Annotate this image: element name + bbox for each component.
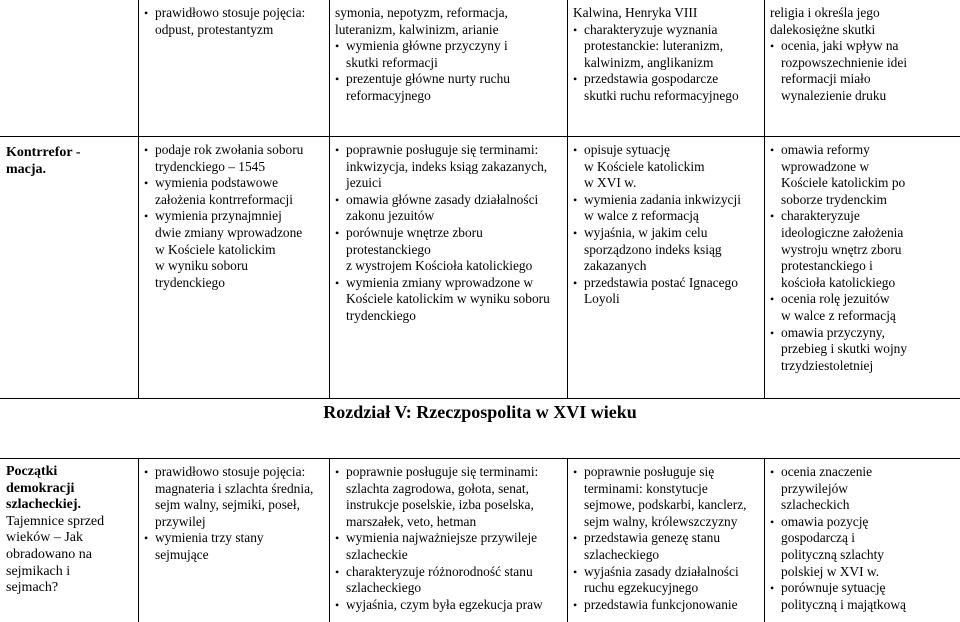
text-line: w XVI w. xyxy=(584,175,637,191)
table-border xyxy=(329,0,330,398)
bullet-item: • porównuje wnętrze zboru xyxy=(335,225,565,242)
text-line: przebieg i skutki wojny xyxy=(781,341,908,357)
text-line: dwie zmiany wprowadzone xyxy=(155,224,303,240)
bullet-item: • ocenia rolę jezuitów xyxy=(770,291,958,308)
topic-subtitle: Tajemnice sprzed xyxy=(6,513,105,529)
text-line: zakonu jezuitów xyxy=(346,208,435,224)
text-line: luteranizm, kalwinizm, arianie xyxy=(335,21,499,37)
row2-col3-requirements xyxy=(335,142,565,325)
text-line: założenia kontrreformacji xyxy=(155,191,293,207)
text-line: skutki ruchu reformacyjnego xyxy=(584,87,739,103)
table-border xyxy=(138,458,139,622)
row2-col2-requirements xyxy=(144,142,327,291)
topic-subtitle: wieków – Jak xyxy=(6,530,83,546)
bullet-item: • wyjaśnia zasady działalności xyxy=(573,564,762,581)
topic-title: demokracji xyxy=(6,480,75,496)
bullet-item: • charakteryzuje xyxy=(770,208,958,225)
text-line: rozpowszechnienie idei xyxy=(781,54,908,70)
text-line: sejmowe, podskarbi, kanclerz, xyxy=(584,497,747,513)
text-line: szlacheckiego xyxy=(584,546,660,562)
bullet-item: • wymienia trzy stany xyxy=(144,530,327,547)
bullet-item: • przedstawia gospodarcze xyxy=(573,71,762,88)
bullet-item: • wymienia główne przyczyny i xyxy=(335,38,565,55)
bullet-item: • przedstawia genezę stanu xyxy=(573,530,762,547)
table-border xyxy=(567,458,568,622)
bullet-item: • wymienia najważniejsze przywileje xyxy=(335,530,565,547)
bullet-item: • prezentuje główne nurty ruchu xyxy=(335,71,565,88)
table-border xyxy=(329,458,330,622)
bullet-item: • wyjaśnia, w jakim celu xyxy=(573,225,762,242)
text-line: reformacyjnego xyxy=(346,87,431,103)
text-line: skutki reformacji xyxy=(346,54,438,70)
text-line: polityczną szlachty xyxy=(781,546,884,562)
bullet-item: • wymienia przynajmniej xyxy=(144,208,327,225)
text-line: Loyoli xyxy=(584,291,620,307)
topic-subtitle: obradowano na xyxy=(6,546,92,562)
text-line: kościoła katolickiego xyxy=(781,274,896,290)
text-line: jezuici xyxy=(346,175,382,191)
text-line: trydenckiego – 1545 xyxy=(155,158,266,174)
table-border xyxy=(0,398,960,399)
topic-title: szlacheckiej. xyxy=(6,497,82,513)
text-line: w walce z reformacją xyxy=(781,307,896,323)
text-line: gospodarczą i xyxy=(781,530,855,546)
text-line: szlacheckie xyxy=(346,546,408,562)
bullet-item: • wyjaśnia, czym była egzekucja praw xyxy=(335,597,565,614)
text-line: protestanckiego xyxy=(346,241,431,257)
text-line: w Kościele katolickim xyxy=(584,158,705,174)
table-border xyxy=(764,458,765,622)
table-border xyxy=(138,0,139,398)
row2-col5-requirements xyxy=(770,142,958,374)
text-line: przywilej xyxy=(155,513,206,529)
text-line: w Kościele katolickim xyxy=(155,241,276,257)
row1-col5-requirements xyxy=(770,5,958,105)
bullet-item: • wymienia podstawowe xyxy=(144,175,327,192)
row2-topic-cell xyxy=(6,145,136,178)
row3-col5-requirements xyxy=(770,464,958,613)
bullet-item: • charakteryzuje wyznania xyxy=(573,22,762,39)
table-border xyxy=(0,458,960,459)
bullet-item: • podaje rok zwołania soboru xyxy=(144,142,327,159)
row3-col2-requirements xyxy=(144,464,327,564)
bullet-item: • wymienia zadania inkwizycji xyxy=(573,192,762,209)
bullet-item: • ocenia znaczenie xyxy=(770,464,958,481)
text-line: Kalwina, Henryka VIII xyxy=(573,5,698,20)
bullet-item: • omawia główne zasady działalności xyxy=(335,192,565,209)
topic-title: Początki xyxy=(6,464,58,479)
row1-col4-requirements xyxy=(573,5,762,105)
text-line: marszałek, veto, hetman xyxy=(346,513,477,529)
text-line: sejmujące xyxy=(155,546,209,562)
text-line: magnateria i szlachta średnia, xyxy=(155,480,314,496)
text-line: ruchu egzekucyjnego xyxy=(584,580,699,596)
bullet-item: • opisuje sytuację xyxy=(573,142,762,159)
bullet-item: • omawia pozycję xyxy=(770,514,958,531)
bullet-item: • prawidłowo stosuje pojęcia: xyxy=(144,464,327,481)
bullet-item: • poprawnie posługuje się xyxy=(573,464,762,481)
row2-col4-requirements xyxy=(573,142,762,308)
text-line: instrukcje poselskie, izba poselska, xyxy=(346,497,534,513)
table-border xyxy=(0,136,960,137)
text-line: szlachta zagrodowa, gołota, senat, xyxy=(346,480,529,496)
text-line: ideologiczne założenia xyxy=(781,224,904,240)
bullet-item: • przedstawia postać Ignacego xyxy=(573,275,762,292)
text-line: polityczną i majątkową xyxy=(781,596,906,612)
text-line: dalekosiężne skutki xyxy=(770,21,876,37)
topic-title: macja. xyxy=(6,161,47,177)
bullet-item: • wymienia zmiany wprowadzone w xyxy=(335,275,565,292)
text-line: z wystrojem Kościoła katolickiego xyxy=(346,258,533,274)
bullet-item: • ocenia, jaki wpływ na xyxy=(770,38,958,55)
text-line: zakazanych xyxy=(584,258,647,274)
text-line: przywilejów xyxy=(781,480,848,496)
text-line: sejm walny, sejmiki, poseł, xyxy=(155,497,300,513)
text-line: szlacheckich xyxy=(781,497,850,513)
text-line: Kościele katolickim po xyxy=(781,175,906,191)
text-line: protestanckie: luteranizm, xyxy=(584,38,724,54)
bullet-item: • poprawnie posługuje się terminami: xyxy=(335,142,565,159)
bullet-item: • porównuje sytuację xyxy=(770,580,958,597)
text-line: symonia, nepotyzm, reformacja, xyxy=(335,5,508,20)
text-line: sejm walny, królewszczyzny xyxy=(584,513,738,529)
text-line: protestanckiego i xyxy=(781,258,873,274)
text-line: religia i określa jego xyxy=(770,5,880,20)
topic-title: Kontrrefor - xyxy=(6,145,81,160)
bullet-item: • omawia przyczyny, xyxy=(770,325,958,342)
text-line: wystroju wnętrz zboru xyxy=(781,241,902,257)
text-line: terminami: konstytucje xyxy=(584,480,708,496)
bullet-item: • przedstawia funkcjonowanie xyxy=(573,597,762,614)
text-line: trzydziestoletniej xyxy=(781,357,874,373)
bullet-item: • poprawnie posługuje się terminami: xyxy=(335,464,565,481)
text-line: Kościele katolickim w wyniku soboru xyxy=(346,291,550,307)
text-line: w walce z reformacją xyxy=(584,208,699,224)
text-line: odpust, protestantyzm xyxy=(155,21,274,37)
table-border xyxy=(567,0,568,398)
text-line: wprowadzone w xyxy=(781,158,870,174)
topic-subtitle: sejmikach i xyxy=(6,563,71,579)
row3-topic-cell xyxy=(6,464,136,597)
bullet-item: • charakteryzuje różnorodność stanu xyxy=(335,564,565,581)
topic-subtitle: sejmach? xyxy=(6,580,59,596)
text-line: w wyniku soboru xyxy=(155,258,248,274)
row3-col3-requirements xyxy=(335,464,565,613)
chapter-title: Rozdział V: Rzeczpospolita w XVI wieku xyxy=(323,402,637,422)
text-line: inkwizycja, indeks ksiąg zakazanych, xyxy=(346,158,548,174)
text-line: trydenckiego xyxy=(346,307,416,323)
text-line: sporządzono indeks ksiąg xyxy=(584,241,722,257)
table-border xyxy=(764,0,765,398)
bullet-item: • omawia reformy xyxy=(770,142,958,159)
text-line: soborze trydenckim xyxy=(781,191,887,207)
text-line: trydenckiego xyxy=(155,274,225,290)
text-line: szlacheckiego xyxy=(346,580,422,596)
text-line: polskiej w XVI w. xyxy=(781,563,880,579)
text-line: kalwinizm, anglikanizm xyxy=(584,54,714,70)
row3-col4-requirements xyxy=(573,464,762,613)
text-line: wynalezienie druku xyxy=(781,87,887,103)
row1-col3-requirements xyxy=(335,5,565,105)
row1-col2-requirements xyxy=(144,5,327,38)
text-line: reformacji miało xyxy=(781,71,871,87)
bullet-item: • prawidłowo stosuje pojęcia: xyxy=(144,5,327,22)
